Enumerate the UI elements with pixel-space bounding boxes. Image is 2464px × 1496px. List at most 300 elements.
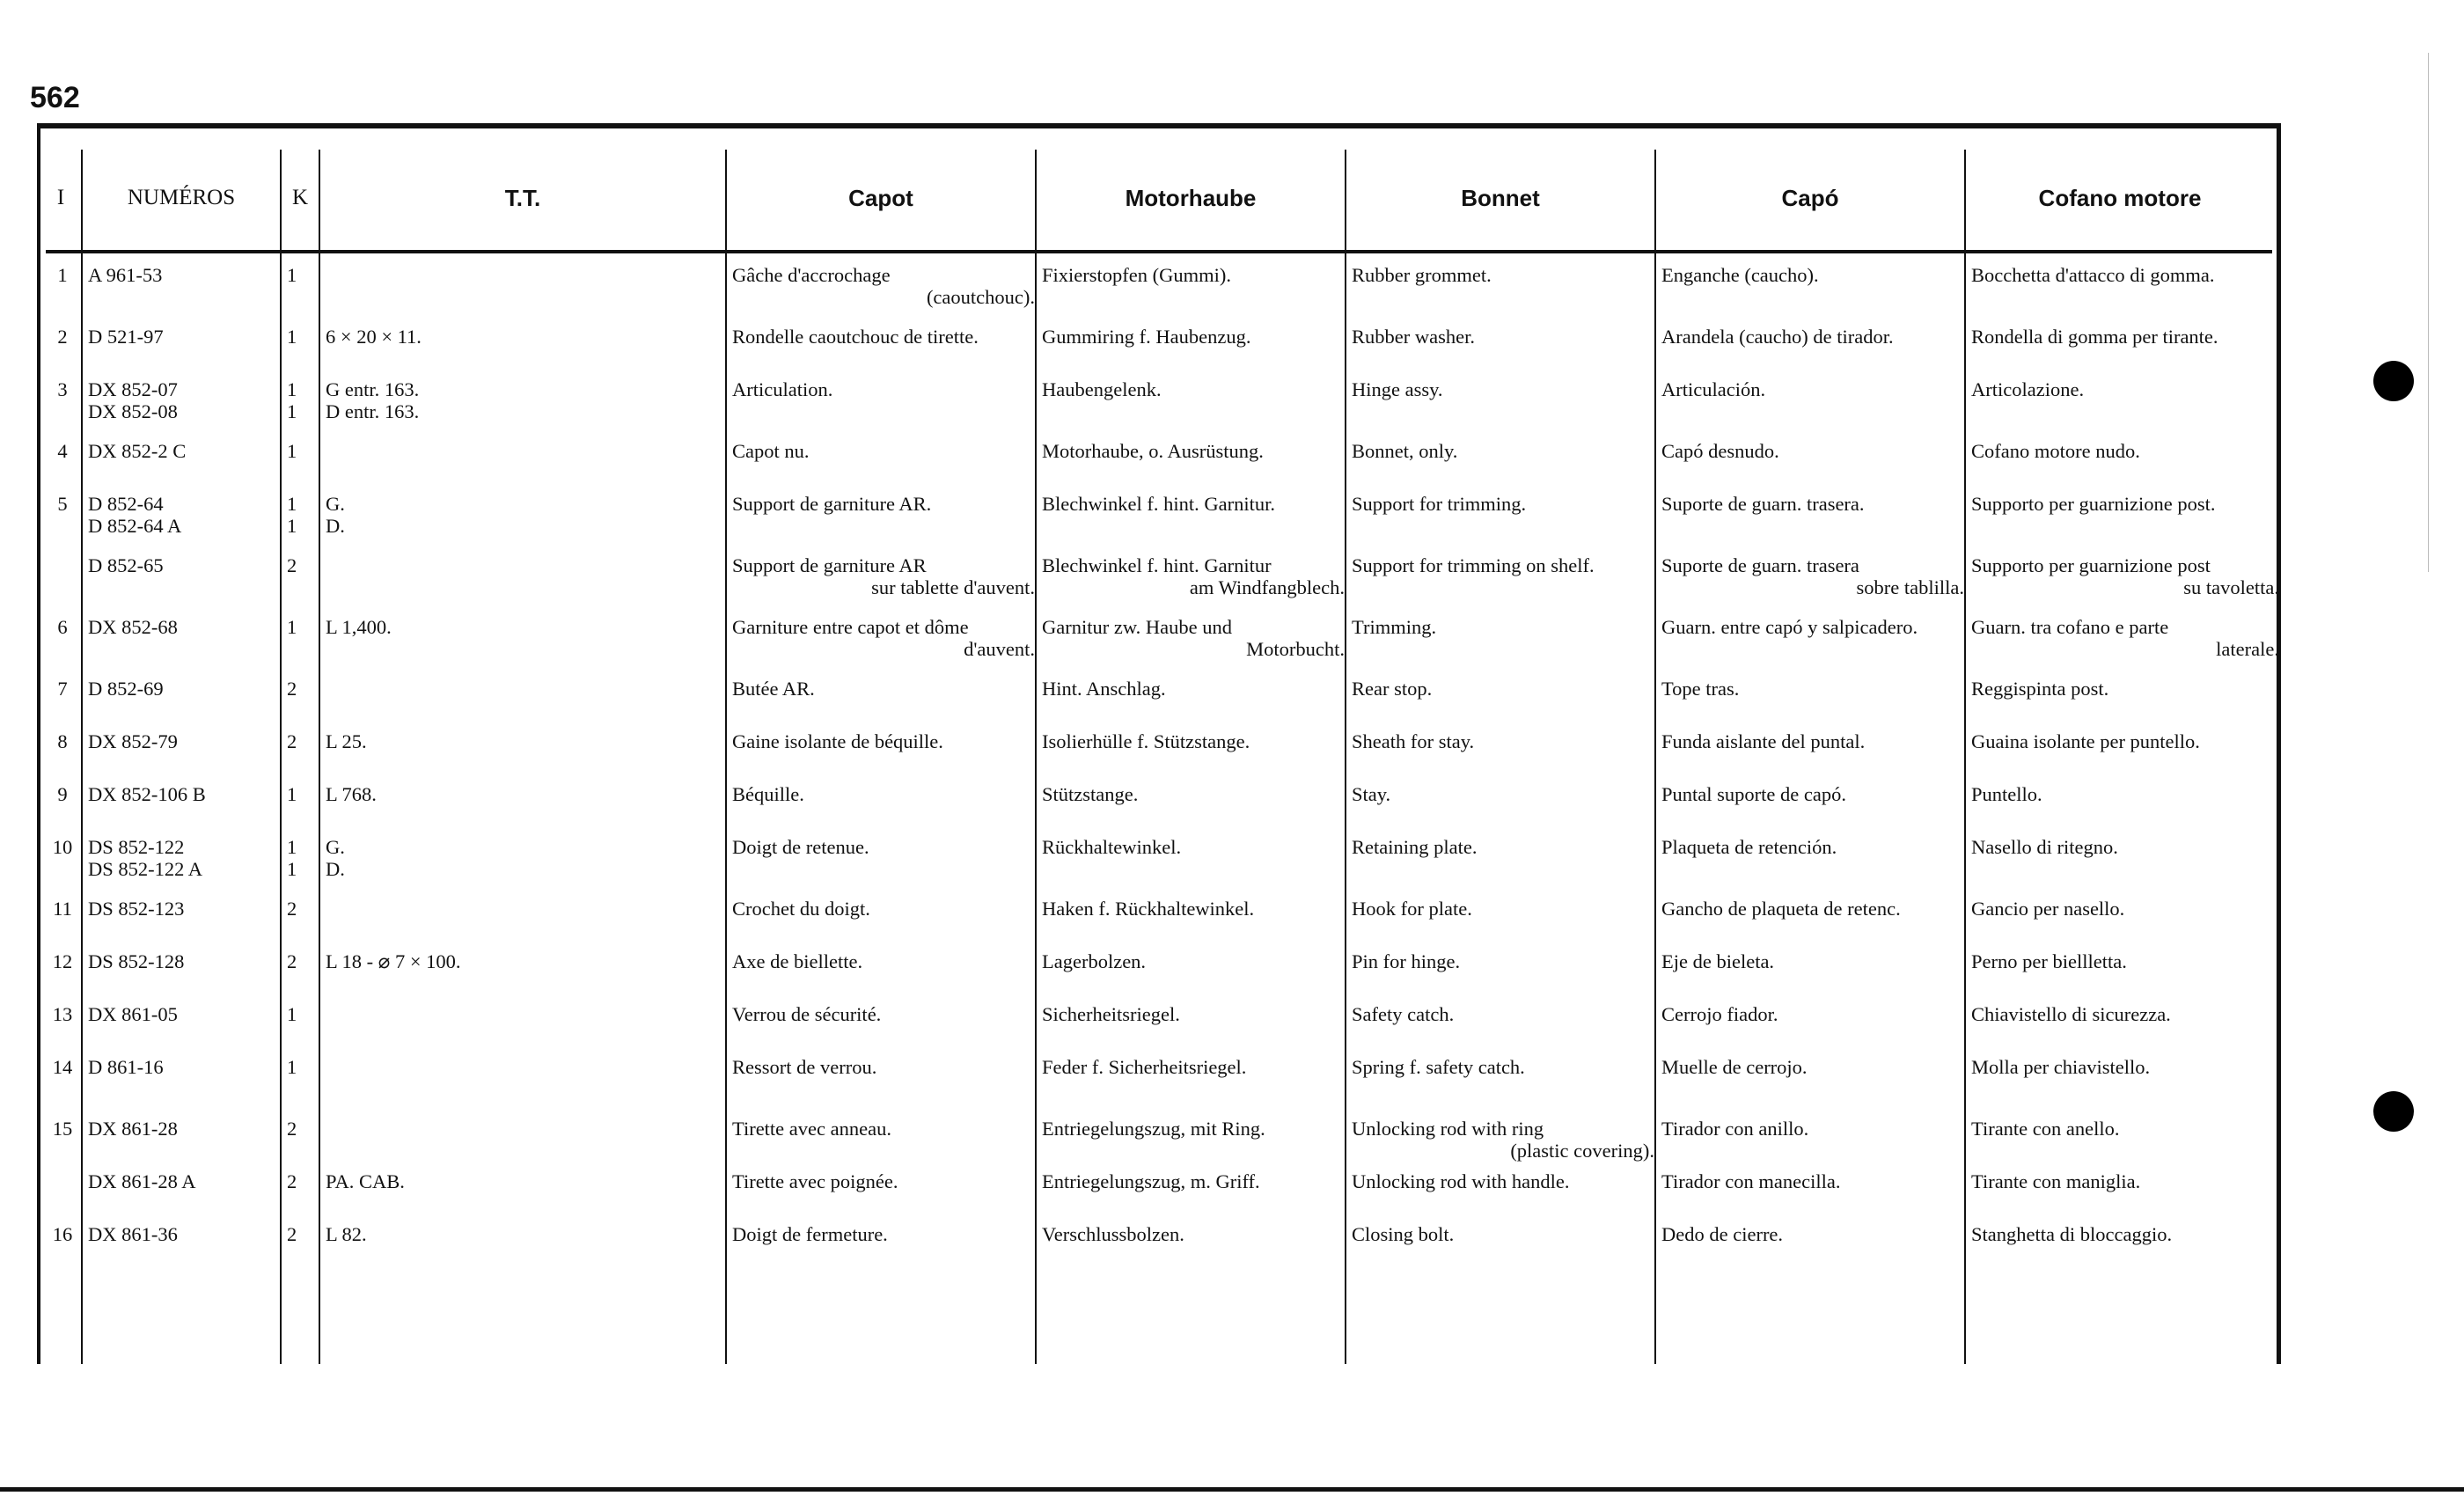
- cell-index: [44, 554, 81, 616]
- cell-desc-en: [1345, 440, 1654, 493]
- cell-desc-es: [1654, 616, 1964, 678]
- description-line: Blechwinkel f. hint. Garnitur: [1042, 554, 1272, 576]
- cell-index: [44, 378, 81, 440]
- cell-index: [44, 1223, 81, 1276]
- description-line: Crochet du doigt.: [732, 898, 870, 920]
- table-row: [44, 326, 2279, 378]
- cell-quantity: [280, 1170, 319, 1223]
- quantity-value: 1: [287, 1056, 297, 1078]
- description-it: [1971, 898, 2279, 920]
- quantity-value: 1: [287, 616, 297, 638]
- description-continuation: sobre tablilla.: [1856, 576, 1964, 598]
- cell-desc-fr: [725, 326, 1035, 378]
- description-es: [1661, 1118, 1964, 1140]
- table-row: [44, 493, 2279, 554]
- cell-quantity: [280, 1223, 319, 1276]
- description-line: Haubengelenk.: [1042, 378, 1162, 400]
- cell-desc-es: [1654, 836, 1964, 898]
- description-line: Safety catch.: [1352, 1003, 1455, 1025]
- cell-part-numbers: [81, 1170, 280, 1223]
- cell-tt: [319, 898, 725, 950]
- cell-desc-it: [1964, 264, 2279, 326]
- quantity-value: 1: [287, 783, 297, 805]
- cell-desc-de: [1035, 554, 1345, 616]
- description-de: [1042, 440, 1345, 462]
- cell-desc-es: [1654, 493, 1964, 554]
- description-line: Rubber washer.: [1352, 326, 1475, 348]
- cell-desc-en: [1345, 554, 1654, 616]
- cell-tt: [319, 1118, 725, 1170]
- description-es: [1661, 1170, 1964, 1192]
- cell-desc-en: [1345, 378, 1654, 440]
- page-number: 562: [30, 81, 80, 114]
- header-french: Capot: [848, 184, 913, 211]
- cell-desc-fr: [725, 678, 1035, 730]
- description-line: Bocchetta d'attacco di gomma.: [1971, 264, 2215, 286]
- cell-part-numbers: [81, 783, 280, 836]
- cell-tt: [319, 1223, 725, 1276]
- cell-desc-en: [1345, 493, 1654, 554]
- description-continuation: sur tablette d'auvent.: [871, 576, 1035, 598]
- description-line: Gancio per nasello.: [1971, 898, 2125, 920]
- cell-desc-en: [1345, 730, 1654, 783]
- cell-desc-fr: [725, 616, 1035, 678]
- cell-desc-es: [1654, 1056, 1964, 1118]
- tt-value: D.: [326, 515, 345, 537]
- description-continuation: (caoutchouc).: [926, 286, 1035, 308]
- description-line: Dedo de cierre.: [1661, 1223, 1784, 1245]
- cell-desc-fr: [725, 950, 1035, 1003]
- description-line: Rondella di gomma per tirante.: [1971, 326, 2218, 348]
- description-continuation: Motorbucht.: [1246, 638, 1345, 660]
- cell-desc-es: [1654, 783, 1964, 836]
- description-es: [1661, 950, 1964, 972]
- description-line: Nasello di ritegno.: [1971, 836, 2118, 858]
- cell-desc-it: [1964, 1003, 2279, 1056]
- description-line: Plaqueta de retención.: [1661, 836, 1837, 858]
- description-line: Reggispinta post.: [1971, 678, 2109, 700]
- cell-desc-de: [1035, 950, 1345, 1003]
- header-tt: T.T.: [504, 184, 541, 211]
- description-en: [1352, 440, 1654, 462]
- description-line: Lagerbolzen.: [1042, 950, 1147, 972]
- cell-desc-it: [1964, 836, 2279, 898]
- description-line: Tirante con anello.: [1971, 1118, 2120, 1140]
- cell-desc-it: [1964, 440, 2279, 493]
- cell-index: [44, 1118, 81, 1170]
- table-row: [44, 1170, 2279, 1223]
- table-row: [44, 1223, 2279, 1276]
- description-fr: [732, 678, 1035, 700]
- description-line: Gâche d'accrochage: [732, 264, 891, 286]
- table-row: [44, 1056, 2279, 1118]
- cell-desc-fr: [725, 1056, 1035, 1118]
- description-line: Blechwinkel f. hint. Garnitur.: [1042, 493, 1275, 515]
- cell-desc-fr: [725, 730, 1035, 783]
- description-continuation: laterale.: [2216, 638, 2279, 660]
- cell-desc-fr: [725, 554, 1035, 616]
- cell-quantity: [280, 730, 319, 783]
- cell-desc-de: [1035, 1170, 1345, 1223]
- description-de: [1042, 678, 1345, 700]
- description-line: Suporte de guarn. trasera: [1661, 554, 1859, 576]
- cell-desc-it: [1964, 678, 2279, 730]
- description-fr: [732, 554, 1035, 598]
- description-es: [1661, 730, 1964, 752]
- cell-tt: [319, 730, 725, 783]
- description-line: Entriegelungszug, mit Ring.: [1042, 1118, 1265, 1140]
- cell-desc-en: [1345, 898, 1654, 950]
- cell-desc-en: [1345, 678, 1654, 730]
- cell-tt: [319, 440, 725, 493]
- quantity-value: 1: [287, 440, 297, 462]
- description-line: Cerrojo fiador.: [1661, 1003, 1778, 1025]
- quantity-value: 1: [287, 858, 297, 880]
- description-en: [1352, 616, 1654, 638]
- cell-tt: [319, 1170, 725, 1223]
- cell-desc-en: [1345, 836, 1654, 898]
- quantity-value: 2: [287, 730, 297, 752]
- index-number: 13: [52, 1003, 73, 1025]
- description-fr: [732, 1056, 1035, 1078]
- description-line: Tirette avec anneau.: [732, 1118, 891, 1140]
- cell-index: [44, 950, 81, 1003]
- cell-desc-de: [1035, 1003, 1345, 1056]
- cell-desc-es: [1654, 1118, 1964, 1170]
- description-es: [1661, 783, 1964, 805]
- cell-part-numbers: [81, 1118, 280, 1170]
- cell-quantity: [280, 898, 319, 950]
- description-en: [1352, 1003, 1654, 1025]
- cell-tt: [319, 678, 725, 730]
- table-row: [44, 678, 2279, 730]
- cell-tt: [319, 493, 725, 554]
- cell-desc-de: [1035, 783, 1345, 836]
- cell-index: [44, 836, 81, 898]
- description-en: [1352, 493, 1654, 515]
- description-it: [1971, 493, 2279, 515]
- description-line: Stanghetta di bloccaggio.: [1971, 1223, 2173, 1245]
- cell-desc-en: [1345, 1003, 1654, 1056]
- cell-desc-en: [1345, 1170, 1654, 1223]
- cell-desc-fr: [725, 440, 1035, 493]
- tt-value: L 768.: [326, 783, 377, 805]
- cell-desc-es: [1654, 326, 1964, 378]
- cell-desc-it: [1964, 616, 2279, 678]
- cell-part-numbers: [81, 264, 280, 326]
- description-it: [1971, 730, 2279, 752]
- description-line: Support de garniture AR: [732, 554, 927, 576]
- index-number: 9: [57, 783, 68, 805]
- cell-desc-fr: [725, 264, 1035, 326]
- cell-desc-en: [1345, 1056, 1654, 1118]
- description-line: Isolierhülle f. Stützstange.: [1042, 730, 1250, 752]
- header-rule: [46, 250, 2272, 253]
- cell-tt: [319, 378, 725, 440]
- description-es: [1661, 326, 1964, 348]
- table-row: [44, 898, 2279, 950]
- description-line: Arandela (caucho) de tirador.: [1661, 326, 1894, 348]
- table-row: [44, 378, 2279, 440]
- cell-part-numbers: [81, 950, 280, 1003]
- cell-desc-de: [1035, 1056, 1345, 1118]
- part-number: DX 852-07: [88, 378, 178, 400]
- cell-desc-es: [1654, 730, 1964, 783]
- description-en: [1352, 264, 1654, 286]
- description-line: Fixierstopfen (Gummi).: [1042, 264, 1231, 286]
- description-line: Gaine isolante de béquille.: [732, 730, 943, 752]
- cell-desc-en: [1345, 264, 1654, 326]
- description-de: [1042, 836, 1345, 858]
- tt-value: G.: [326, 493, 345, 515]
- description-fr: [732, 378, 1035, 400]
- description-fr: [732, 1003, 1035, 1025]
- description-fr: [732, 836, 1035, 858]
- table-row: [44, 730, 2279, 783]
- description-fr: [732, 1223, 1035, 1245]
- description-line: Unlocking rod with handle.: [1352, 1170, 1570, 1192]
- description-line: Haken f. Rückhaltewinkel.: [1042, 898, 1255, 920]
- description-line: Capot nu.: [732, 440, 810, 462]
- quantity-value: 1: [287, 378, 297, 400]
- cell-desc-fr: [725, 1223, 1035, 1276]
- cell-quantity: [280, 326, 319, 378]
- cell-desc-de: [1035, 264, 1345, 326]
- cell-part-numbers: [81, 730, 280, 783]
- cell-desc-de: [1035, 730, 1345, 783]
- cell-desc-it: [1964, 1223, 2279, 1276]
- description-de: [1042, 783, 1345, 805]
- cell-desc-it: [1964, 1170, 2279, 1223]
- description-line: Butée AR.: [732, 678, 815, 700]
- cell-quantity: [280, 1056, 319, 1118]
- description-line: Gummiring f. Haubenzug.: [1042, 326, 1251, 348]
- description-continuation: am Windfangblech.: [1189, 576, 1345, 598]
- description-de: [1042, 378, 1345, 400]
- cell-tt: [319, 264, 725, 326]
- cell-part-numbers: [81, 440, 280, 493]
- cell-part-numbers: [81, 378, 280, 440]
- description-line: Tirador con manecilla.: [1661, 1170, 1841, 1192]
- table-row: [44, 440, 2279, 493]
- description-en: [1352, 730, 1654, 752]
- description-line: Motorhaube, o. Ausrüstung.: [1042, 440, 1264, 462]
- tt-value: L 25.: [326, 730, 367, 752]
- description-line: Suporte de guarn. trasera.: [1661, 493, 1865, 515]
- description-de: [1042, 616, 1345, 660]
- description-de: [1042, 1223, 1345, 1245]
- description-line: Supporto per guarnizione post: [1971, 554, 2211, 576]
- description-fr: [732, 264, 1035, 308]
- description-fr: [732, 440, 1035, 462]
- cell-quantity: [280, 264, 319, 326]
- cell-desc-fr: [725, 836, 1035, 898]
- cell-desc-es: [1654, 554, 1964, 616]
- parts-table: [44, 264, 2279, 1276]
- description-es: [1661, 898, 1964, 920]
- cell-index: [44, 1003, 81, 1056]
- description-line: Bonnet, only.: [1352, 440, 1458, 462]
- description-line: Rubber grommet.: [1352, 264, 1492, 286]
- description-it: [1971, 378, 2279, 400]
- index-number: 4: [57, 440, 68, 462]
- table-row: [44, 950, 2279, 1003]
- cell-part-numbers: [81, 678, 280, 730]
- description-line: Rückhaltewinkel.: [1042, 836, 1182, 858]
- description-line: Support for trimming on shelf.: [1352, 554, 1595, 576]
- cell-index: [44, 678, 81, 730]
- cell-index: [44, 1170, 81, 1223]
- description-line: Articolazione.: [1971, 378, 2085, 400]
- description-de: [1042, 1170, 1345, 1192]
- description-line: Feder f. Sicherheitsriegel.: [1042, 1056, 1247, 1078]
- cell-quantity: [280, 836, 319, 898]
- description-continuation: d'auvent.: [964, 638, 1035, 660]
- description-fr: [732, 730, 1035, 752]
- description-line: Perno per biellletta.: [1971, 950, 2127, 972]
- description-line: Funda aislante del puntal.: [1661, 730, 1866, 752]
- description-line: Muelle de cerrojo.: [1661, 1056, 1808, 1078]
- cell-desc-en: [1345, 1223, 1654, 1276]
- cell-desc-de: [1035, 440, 1345, 493]
- description-it: [1971, 1118, 2279, 1140]
- description-en: [1352, 1056, 1654, 1078]
- description-line: Doigt de fermeture.: [732, 1223, 888, 1245]
- binder-hole-icon: [2373, 1091, 2414, 1132]
- tt-value: G entr. 163.: [326, 378, 420, 400]
- cell-index: [44, 440, 81, 493]
- description-it: [1971, 678, 2279, 700]
- description-line: Axe de biellette.: [732, 950, 863, 972]
- description-line: Guarn. entre capó y salpicadero.: [1661, 616, 1918, 638]
- cell-desc-en: [1345, 1118, 1654, 1170]
- part-number: DX 861-36: [88, 1223, 178, 1245]
- index-number: 2: [57, 326, 68, 348]
- part-number: DS 852-123: [88, 898, 185, 920]
- cell-index: [44, 1056, 81, 1118]
- description-line: Articulation.: [732, 378, 833, 400]
- description-en: [1352, 326, 1654, 348]
- description-fr: [732, 493, 1035, 515]
- description-line: Béquille.: [732, 783, 804, 805]
- description-es: [1661, 836, 1964, 858]
- cell-desc-it: [1964, 554, 2279, 616]
- part-number: DS 852-122 A: [88, 858, 203, 880]
- description-it: [1971, 440, 2279, 462]
- description-line: Enganche (caucho).: [1661, 264, 1819, 286]
- description-es: [1661, 616, 1964, 638]
- tt-value: L 18 - ⌀ 7 × 100.: [326, 950, 461, 972]
- cell-desc-de: [1035, 493, 1345, 554]
- cell-tt: [319, 836, 725, 898]
- part-number: DX 852-106 B: [88, 783, 206, 805]
- description-it: [1971, 1003, 2279, 1025]
- cell-desc-en: [1345, 616, 1654, 678]
- part-number: D 852-65: [88, 554, 164, 576]
- description-line: Tirette avec poignée.: [732, 1170, 898, 1192]
- description-fr: [732, 950, 1035, 972]
- cell-desc-fr: [725, 783, 1035, 836]
- part-number: DX 861-05: [88, 1003, 178, 1025]
- bottom-rule: [0, 1487, 2464, 1492]
- cell-part-numbers: [81, 616, 280, 678]
- index-number: 8: [57, 730, 68, 752]
- cell-desc-en: [1345, 326, 1654, 378]
- cell-quantity: [280, 616, 319, 678]
- part-number: DX 852-2 C: [88, 440, 187, 462]
- cell-desc-es: [1654, 378, 1964, 440]
- tt-value: L 82.: [326, 1223, 367, 1245]
- tt-value: D.: [326, 858, 345, 880]
- part-number: D 521-97: [88, 326, 164, 348]
- index-number: 1: [57, 264, 68, 286]
- description-de: [1042, 264, 1345, 286]
- index-number: 6: [57, 616, 68, 638]
- cell-desc-it: [1964, 493, 2279, 554]
- cell-index: [44, 783, 81, 836]
- description-en: [1352, 678, 1654, 700]
- cell-index: [44, 493, 81, 554]
- description-it: [1971, 326, 2279, 348]
- quantity-value: 2: [287, 898, 297, 920]
- description-line: Guaina isolante per puntello.: [1971, 730, 2200, 752]
- description-fr: [732, 783, 1035, 805]
- description-it: [1971, 836, 2279, 858]
- binder-hole-icon: [2373, 361, 2414, 401]
- quantity-value: 2: [287, 554, 297, 576]
- cell-desc-de: [1035, 678, 1345, 730]
- description-en: [1352, 950, 1654, 972]
- description-line: Doigt de retenue.: [732, 836, 869, 858]
- description-en: [1352, 554, 1654, 576]
- index-number: 14: [52, 1056, 73, 1078]
- description-en: [1352, 898, 1654, 920]
- cell-quantity: [280, 554, 319, 616]
- cell-desc-es: [1654, 1223, 1964, 1276]
- header-k: K: [291, 186, 309, 209]
- description-line: Supporto per guarnizione post.: [1971, 493, 2216, 515]
- description-en: [1352, 1118, 1654, 1162]
- description-it: [1971, 1223, 2279, 1245]
- tt-value: PA. CAB.: [326, 1170, 405, 1192]
- cell-quantity: [280, 783, 319, 836]
- description-fr: [732, 326, 1035, 348]
- description-en: [1352, 1170, 1654, 1192]
- cell-quantity: [280, 440, 319, 493]
- cell-tt: [319, 554, 725, 616]
- part-number: DX 852-08: [88, 400, 178, 422]
- description-de: [1042, 1056, 1345, 1078]
- cell-desc-de: [1035, 898, 1345, 950]
- cell-desc-es: [1654, 950, 1964, 1003]
- index-number: 7: [57, 678, 68, 700]
- description-line: Closing bolt.: [1352, 1223, 1455, 1245]
- cell-desc-de: [1035, 1223, 1345, 1276]
- description-line: Hint. Anschlag.: [1042, 678, 1166, 700]
- table-row: [44, 836, 2279, 898]
- quantity-value: 2: [287, 1223, 297, 1245]
- description-line: Stützstange.: [1042, 783, 1139, 805]
- cell-desc-it: [1964, 950, 2279, 1003]
- part-number: DX 861-28: [88, 1118, 178, 1140]
- description-line: Support de garniture AR.: [732, 493, 932, 515]
- quantity-value: 1: [287, 326, 297, 348]
- part-number: DS 852-128: [88, 950, 185, 972]
- tt-value: L 1,400.: [326, 616, 392, 638]
- description-line: Ressort de verrou.: [732, 1056, 877, 1078]
- cell-desc-it: [1964, 326, 2279, 378]
- cell-desc-en: [1345, 950, 1654, 1003]
